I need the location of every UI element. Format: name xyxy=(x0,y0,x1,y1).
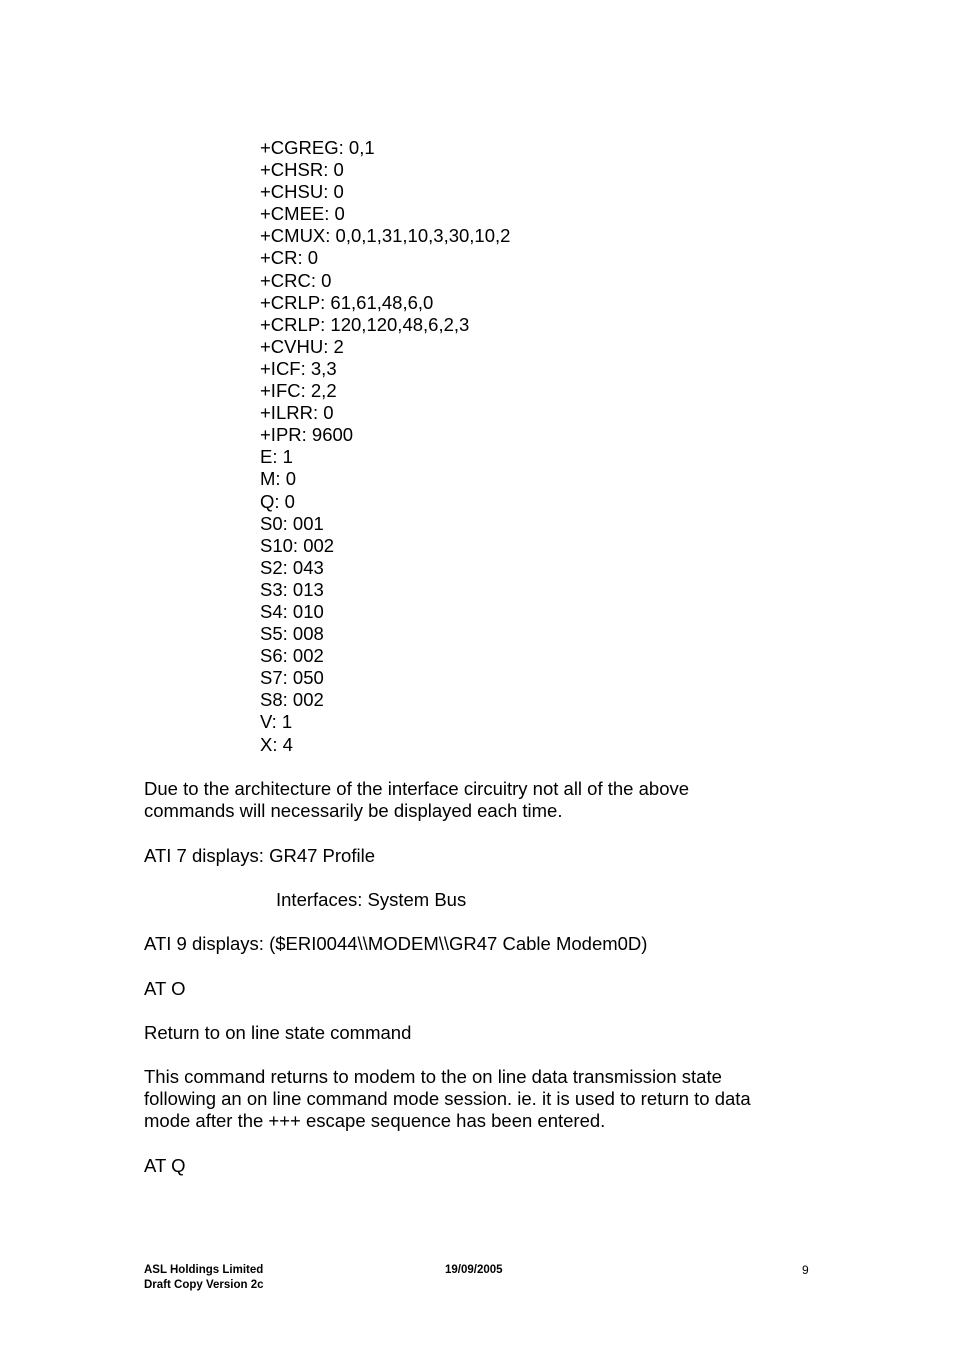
ati9-line: ATI 9 displays: ($ERI0044\\MODEM\\GR47 Cable Modem0D) xyxy=(144,933,648,954)
setting-line: S7: 050 xyxy=(260,667,324,689)
setting-line: +CRC: 0 xyxy=(260,269,332,291)
setting-line: V: 1 xyxy=(260,711,293,733)
setting-line: +CRLP: 61,61,48,6,0 xyxy=(260,291,434,313)
setting-line: S5: 008 xyxy=(260,623,324,645)
setting-line: E: 1 xyxy=(260,446,293,468)
ati7-line: ATI 7 displays: GR47 Profile xyxy=(144,845,375,866)
setting-line: +ICF: 3,3 xyxy=(260,357,337,379)
architecture-note-line-2: commands will necessarily be displayed each time. xyxy=(144,800,563,821)
setting-line: +IPR: 9600 xyxy=(260,424,354,446)
footer-page-number: 9 xyxy=(802,1263,809,1277)
setting-line: +CMUX: 0,0,1,31,10,3,30,10,2 xyxy=(260,225,511,247)
at-o-description-line-2: following an on line command mode session. ie. it is used to return to data xyxy=(144,1088,751,1109)
settings-dump-list xyxy=(260,137,510,756)
setting-line: S0: 001 xyxy=(260,512,324,534)
setting-line: +IFC: 2,2 xyxy=(260,380,337,402)
setting-line: +CHSR: 0 xyxy=(260,159,344,181)
setting-line: S6: 002 xyxy=(260,645,324,667)
setting-line: +CMEE: 0 xyxy=(260,203,345,225)
setting-line: S10: 002 xyxy=(260,534,335,556)
setting-line: Q: 0 xyxy=(260,490,295,512)
setting-line: S3: 013 xyxy=(260,578,324,600)
setting-line: +ILRR: 0 xyxy=(260,402,334,424)
setting-line: S4: 010 xyxy=(260,600,324,622)
setting-line: +CRLP: 120,120,48,6,2,3 xyxy=(260,313,470,335)
footer-version: Draft Copy Version 2c xyxy=(144,1279,264,1291)
footer-company: ASL Holdings Limited xyxy=(144,1264,264,1276)
footer-date: 19/09/2005 xyxy=(445,1264,503,1276)
setting-line: X: 4 xyxy=(260,733,293,755)
setting-line: +CHSU: 0 xyxy=(260,181,344,203)
at-o-description-line-1: This command returns to modem to the on line data transmission state xyxy=(144,1066,722,1087)
at-q-heading: AT Q xyxy=(144,1155,186,1176)
at-o-title: Return to on line state command xyxy=(144,1022,412,1043)
at-o-description-line-3: mode after the +++ escape sequence has been entered. xyxy=(144,1110,606,1131)
at-o-heading: AT O xyxy=(144,978,186,999)
ati7-interfaces-line: Interfaces: System Bus xyxy=(276,889,467,910)
setting-line: S2: 043 xyxy=(260,556,324,578)
setting-line: M: 0 xyxy=(260,468,296,490)
setting-line: +CGREG: 0,1 xyxy=(260,137,375,158)
architecture-note-line-1: Due to the architecture of the interface circuitry not all of the above xyxy=(144,778,690,799)
setting-line: +CR: 0 xyxy=(260,247,319,269)
setting-line: S8: 002 xyxy=(260,689,324,711)
setting-line: +CVHU: 2 xyxy=(260,335,344,357)
